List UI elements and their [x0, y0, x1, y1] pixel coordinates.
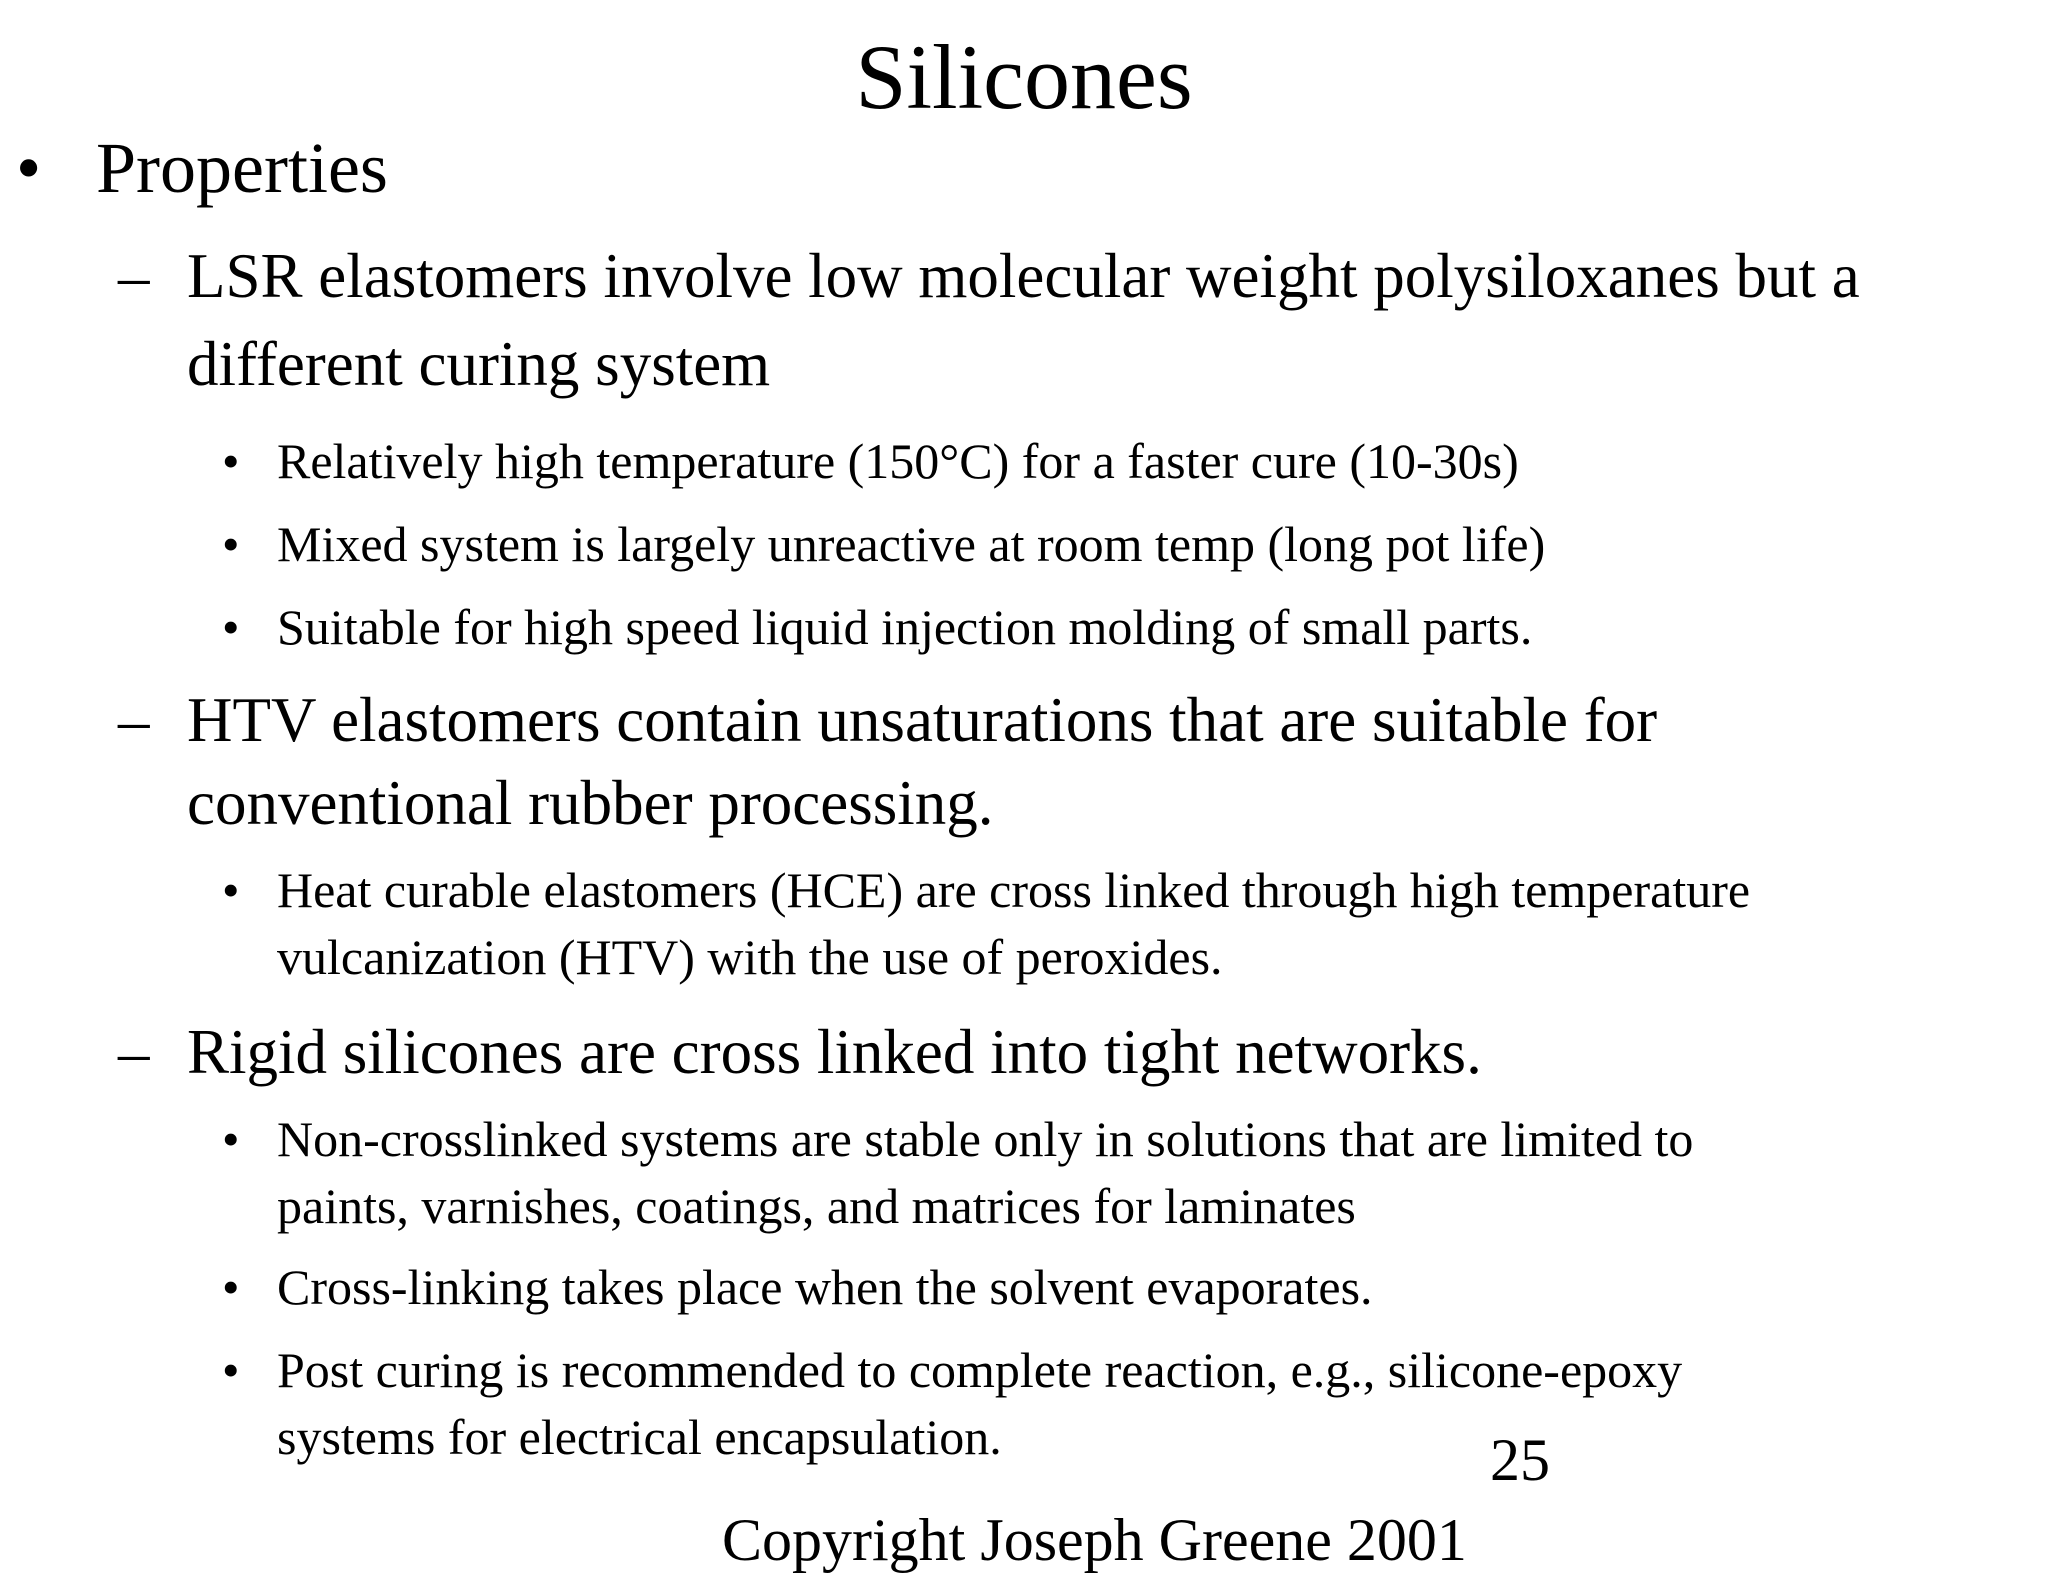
small-bullet-marker: •: [222, 1259, 240, 1315]
dash-marker: –: [118, 685, 150, 755]
rigid-sub-item-line2: paints, varnishes, coatings, and matrices for laminates: [277, 1178, 1356, 1234]
lsr-sub-item-text: Suitable for high speed liquid injection molding of small parts.: [277, 599, 1533, 655]
rigid-sub-item-line2: systems for electrical encapsulation.: [277, 1409, 1002, 1465]
subbullet-text-line1: LSR elastomers involve low molecular weight polysiloxanes but a: [187, 241, 1860, 311]
lsr-sub-item-text: Mixed system is largely unreactive at room temp (long pot life): [277, 516, 1546, 572]
small-bullet-marker: •: [222, 599, 240, 655]
rigid-sub-item-line1: Non-crosslinked systems are stable only in solutions that are limited to: [277, 1111, 1694, 1167]
rigid-sub-item-line1: Post curing is recommended to complete reaction, e.g., silicone-epoxy: [277, 1342, 1683, 1398]
bullet-marker: •: [16, 128, 42, 208]
rigid-sub-item-line1: Cross-linking takes place when the solvent evaporates.: [277, 1259, 1373, 1315]
subbullet-text-line2: different curing system: [187, 329, 771, 399]
bullet-text: Properties: [96, 128, 388, 208]
small-bullet-marker: •: [222, 1342, 240, 1398]
small-bullet-marker: •: [222, 1111, 240, 1167]
lsr-sub-item-text: Relatively high temperature (150°C) for a faster cure (10-30s): [277, 433, 1519, 489]
copyright-notice: Copyright Joseph Greene 2001: [722, 1507, 1467, 1573]
dash-marker: –: [118, 1017, 150, 1087]
subbullet-text-line1: HTV elastomers contain unsaturations that are suitable for: [187, 685, 1658, 755]
slide-title: Silicones: [855, 26, 1193, 128]
dash-marker: –: [118, 241, 150, 311]
slide-number: 25: [1490, 1427, 1550, 1493]
htv-sub-item-line2: vulcanization (HTV) with the use of peroxides.: [277, 929, 1223, 985]
subbullet-text-line2: conventional rubber processing.: [187, 768, 994, 838]
small-bullet-marker: •: [222, 516, 240, 572]
small-bullet-marker: •: [222, 862, 240, 918]
htv-sub-item-line1: Heat curable elastomers (HCE) are cross linked through high temperature: [277, 862, 1751, 918]
small-bullet-marker: •: [222, 433, 240, 489]
subbullet-text-line1: Rigid silicones are cross linked into tight networks.: [187, 1017, 1482, 1087]
